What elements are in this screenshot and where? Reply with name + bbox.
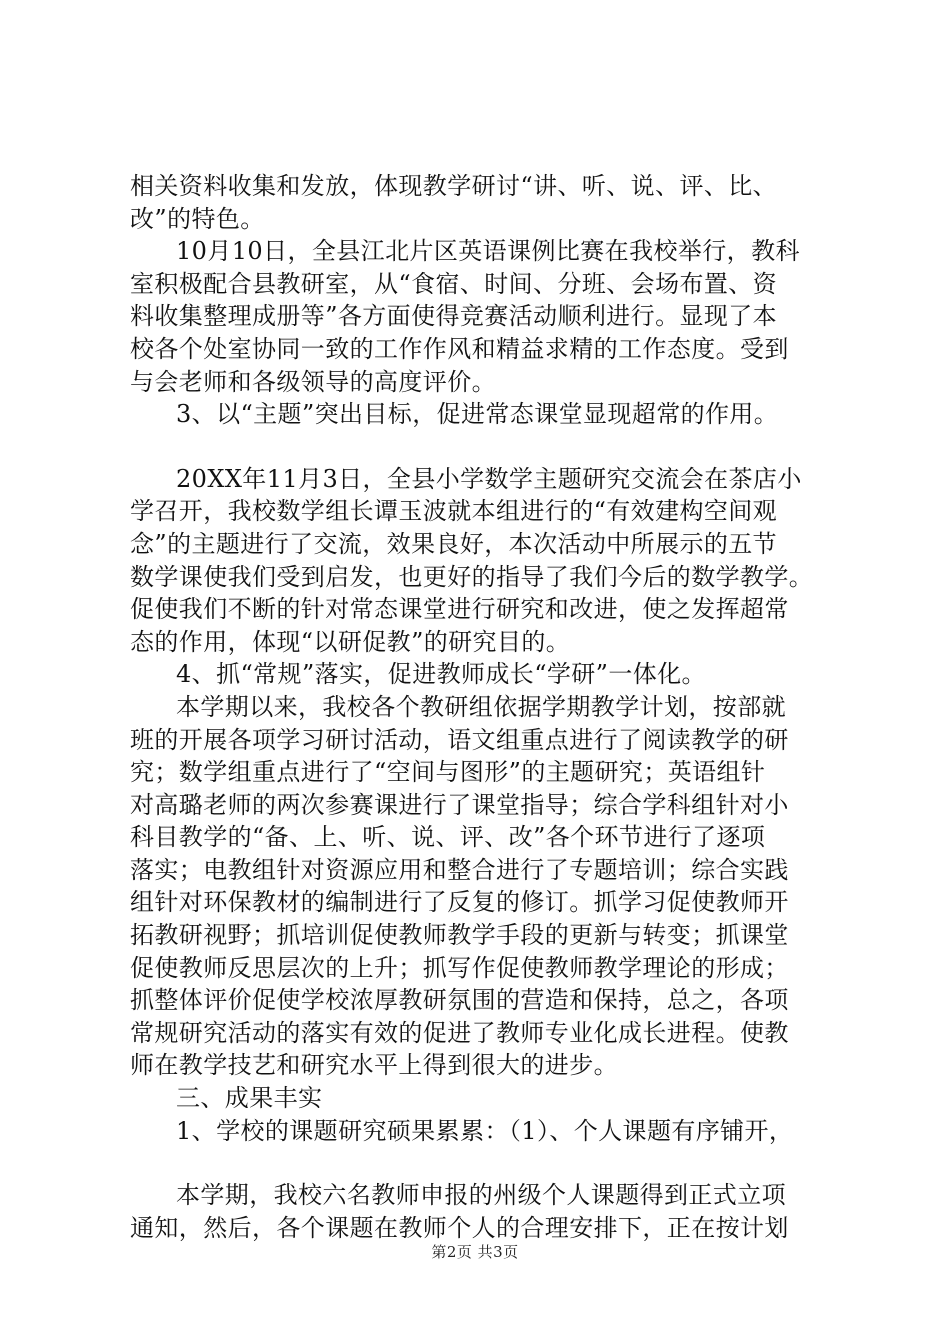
text-line: 念”的主题进行了交流，效果良好，本次活动中所展示的五节 <box>130 529 778 558</box>
text-line: 落实；电教组针对资源应用和整合进行了专题培训；综合实践 <box>130 855 789 884</box>
text-line: 态的作用，体现“以研促教”的研究目的。 <box>130 627 571 656</box>
paragraph-gap <box>130 431 830 463</box>
text-line: 拓教研视野；抓培训促使教师教学手段的更新与转变；抓课堂 <box>130 921 789 950</box>
text-line: 改”的特色。 <box>130 204 265 233</box>
text-line: 师在教学技艺和研究水平上得到很大的进步。 <box>130 1051 618 1080</box>
text-line: 通知，然后，各个课题在教师个人的合理安排下，正在按计划 <box>130 1213 789 1242</box>
section-heading: 三、成果丰实 <box>176 1084 323 1113</box>
text-line: 数学课使我们受到启发，也更好的指导了我们今后的数学教学。 <box>130 562 814 591</box>
text-line: 究；数学组重点进行了“空间与图形”的主题研究；英语组针 <box>130 758 766 787</box>
text-line: 科目教学的“备、上、听、说、评、改”各个环节进行了逐项 <box>130 823 766 852</box>
text-line: 10月10日，全县江北片区英语课例比赛在我校举行，教科 <box>176 237 800 266</box>
text-line: 校各个处室协同一致的工作作风和精益求精的工作态度。受到 <box>130 334 789 363</box>
text-line: 20XX年11月3日，全县小学数学主题研究交流会在茶店小 <box>176 464 802 493</box>
text-line: 相关资料收集和发放，体现教学研讨“讲、听、说、评、比、 <box>130 172 778 200</box>
text-line: 料收集整理成册等”各方面使得竞赛活动顺利进行。显现了本 <box>130 302 778 331</box>
text-line: 1、学校的课题研究硕果累累：（1）、个人课题有序铺开， <box>176 1116 794 1145</box>
paragraph-gap <box>130 1147 830 1179</box>
text-line: 本学期，我校六名教师申报的州级个人课题得到正式立项 <box>176 1181 786 1210</box>
text-line: 本学期以来，我校各个教研组依据学期教学计划，按部就 <box>176 692 786 721</box>
text-line: 对高璐老师的两次参赛课进行了课堂指导；综合学科组针对小 <box>130 790 789 819</box>
section-heading: 3、以“主题”突出目标，促进常态课堂显现超常的作用。 <box>176 400 779 429</box>
text-line: 促使我们不断的针对常态课堂进行研究和改进，使之发挥超常 <box>130 595 789 624</box>
text-line: 抓整体评价促使学校浓厚教研氛围的营造和保持，总之，各项 <box>130 986 789 1015</box>
section-heading: 4、抓“常规”落实，促进教师成长“学研”一体化。 <box>176 660 706 689</box>
text-line: 班的开展各项学习研讨活动，语文组重点进行了阅读教学的研 <box>130 725 789 754</box>
page-number-footer: 第2页 共3页 <box>431 1243 519 1261</box>
text-line: 促使教师反思层次的上升；抓写作促使教师教学理论的形成； <box>130 953 789 982</box>
document-body <box>130 170 830 1244</box>
text-line: 与会老师和各级领导的高度评价。 <box>130 367 496 396</box>
text-line: 组针对环保教材的编制进行了反复的修订。抓学习促使教师开 <box>130 888 789 917</box>
text-line: 常规研究活动的落实有效的促进了教师专业化成长进程。使教 <box>130 1018 789 1047</box>
text-line: 室积极配合县教研室，从“食宿、时间、分班、会场布置、资 <box>130 269 778 298</box>
text-line: 学召开，我校数学组长谭玉波就本组进行的“有效建构空间观 <box>130 497 778 526</box>
